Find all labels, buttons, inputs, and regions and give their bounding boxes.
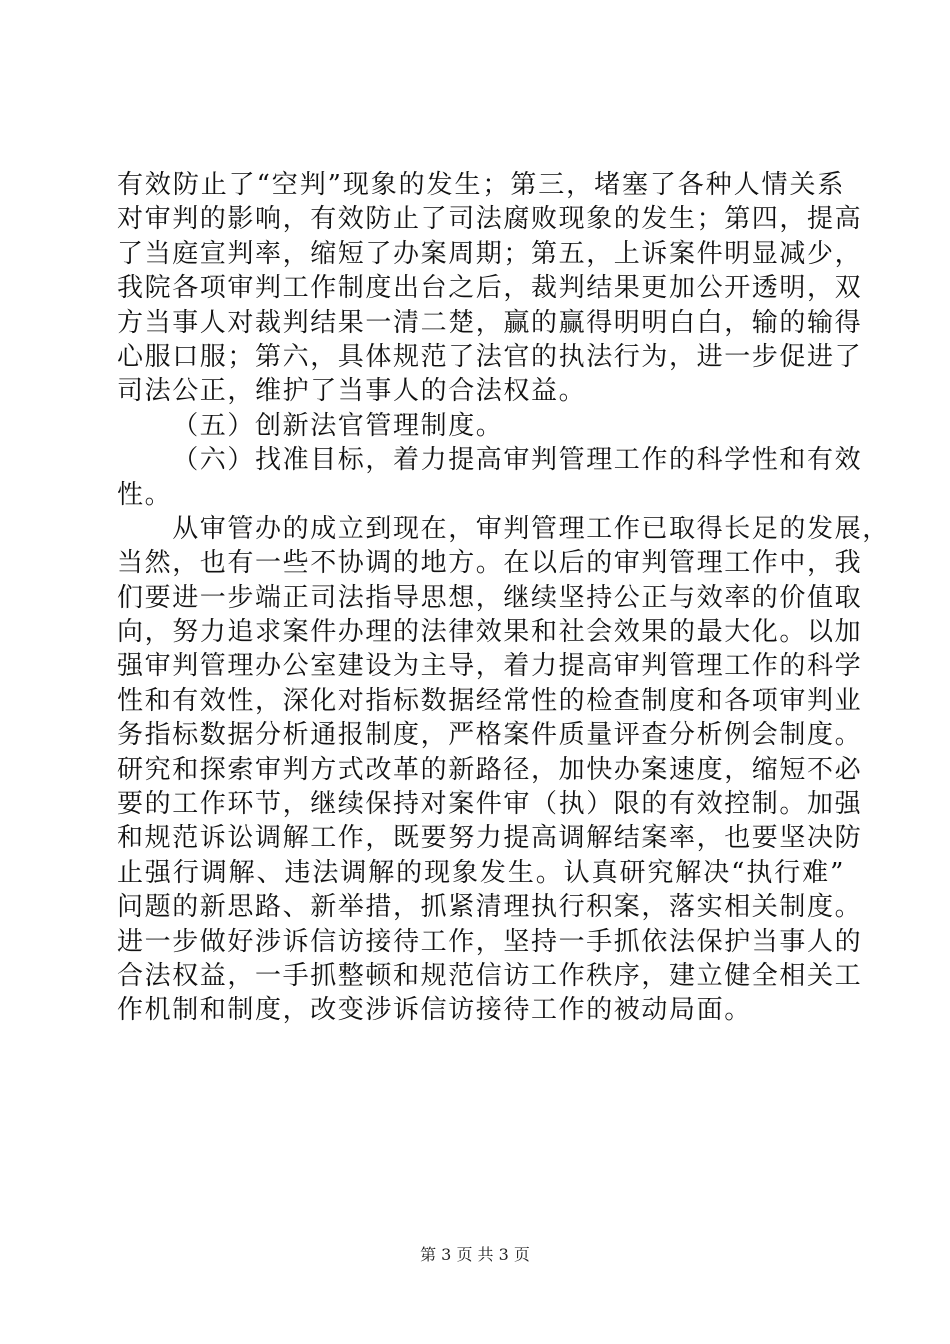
text-line: （六）找准目标，着力提高审判管理工作的科学性和有效 [172, 445, 863, 476]
text-line: 我院各项审判工作制度出台之后，裁判结果更加公开透明，双 [117, 273, 863, 304]
text-line: 研究和探索审判方式改革的新路径，加快办案速度，缩短不必 [117, 754, 863, 785]
text-line: 强审判管理办公室建设为主导，着力提高审判管理工作的科学 [117, 651, 863, 682]
text-line: 问题的新思路、新举措，抓紧清理执行积案，落实相关制度。 [117, 892, 863, 923]
text-line: 止强行调解、违法调解的现象发生。认真研究解决“执行难” [117, 857, 845, 888]
body-text [117, 168, 890, 1028]
text-line: 要的工作环节，继续保持对案件审（执）限的有效控制。加强 [117, 789, 863, 820]
text-line: 了当庭宣判率，缩短了办案周期；第五，上诉案件明显减少， [117, 238, 863, 269]
text-line: 性和有效性，深化对指标数据经常性的检查制度和各项审判业 [117, 685, 863, 716]
text-line: 合法权益，一手抓整顿和规范信访工作秩序，建立健全相关工 [117, 960, 863, 991]
text-line: 对审判的影响，有效防止了司法腐败现象的发生；第四，提高 [117, 204, 863, 235]
text-line: 从审管办的成立到现在，审判管理工作已取得长足的发展， [172, 513, 890, 544]
text-line: 方当事人对裁判结果一清二楚，赢的赢得明明白白，输的输得 [117, 307, 863, 338]
text-line: 作机制和制度，改变涉诉信访接待工作的被动局面。 [117, 995, 752, 1026]
page-footer: 第 3 页 共 3 页 [420, 1245, 530, 1264]
text-line: 们要进一步端正司法指导思想，继续坚持公正与效率的价值取 [117, 582, 863, 613]
text-line: 向，努力追求案件办理的法律效果和社会效果的最大化。以加 [117, 617, 863, 648]
text-line: 和规范诉讼调解工作，既要努力提高调解结案率，也要坚决防 [117, 823, 863, 854]
text-line: 司法公正，维护了当事人的合法权益。 [117, 376, 587, 407]
text-line: 有效防止了“空判”现象的发生；第三，堵塞了各种人情关系 [117, 170, 845, 200]
text-line: 性。 [117, 479, 173, 510]
text-line: 当然，也有一些不协调的地方。在以后的审判管理工作中，我 [117, 548, 863, 579]
text-line: 务指标数据分析通报制度，严格案件质量评查分析例会制度。 [117, 720, 863, 751]
text-line: 进一步做好涉诉信访接待工作，坚持一手抓依法保护当事人的 [117, 926, 863, 957]
text-line: 心服口服；第六，具体规范了法官的执法行为，进一步促进了 [117, 341, 863, 372]
text-line: （五）创新法官管理制度。 [172, 410, 504, 441]
